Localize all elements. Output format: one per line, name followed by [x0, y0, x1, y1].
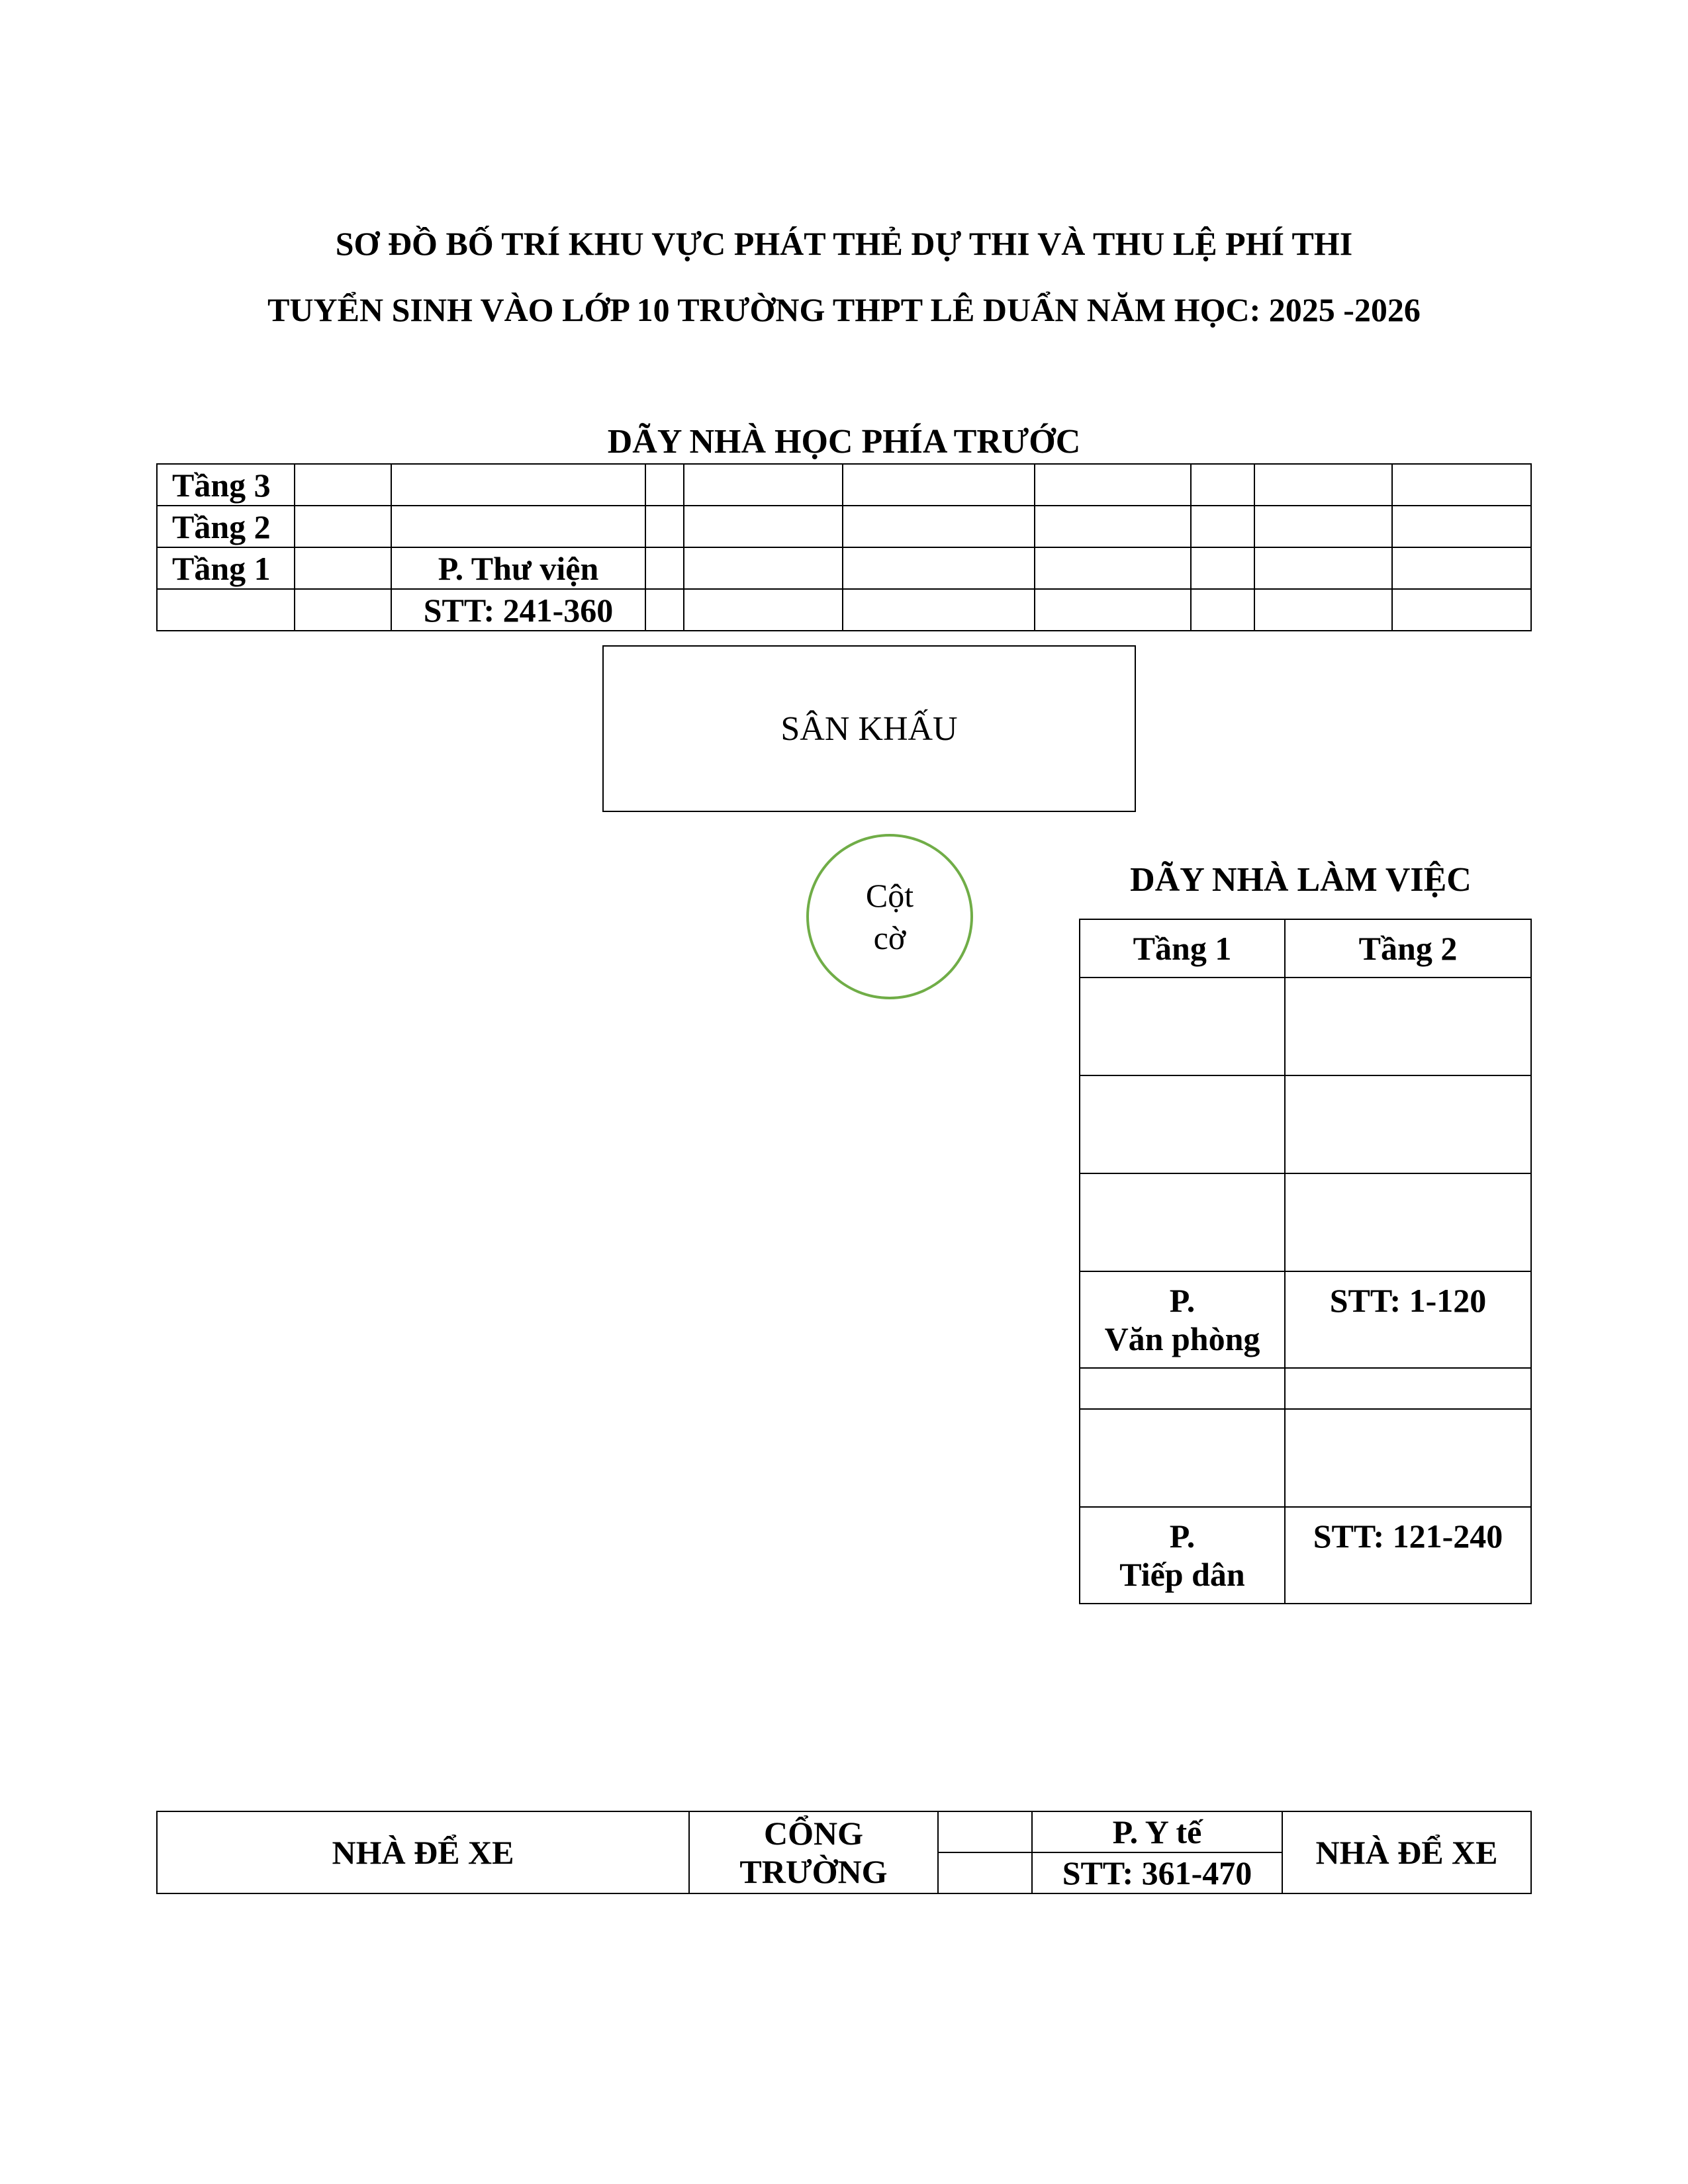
office-label-line-1: P.: [1169, 1282, 1196, 1319]
room-cell: [1392, 464, 1531, 506]
medical-range: STT: 361-470: [1032, 1852, 1282, 1893]
room-cell: [1392, 506, 1531, 547]
reception-range: STT: 121-240: [1285, 1507, 1531, 1604]
bottom-row-1: [157, 1811, 1531, 1852]
work-floor-1-header: Tầng 1: [1080, 919, 1285, 978]
floor-1-label: Tầng 1: [157, 547, 295, 589]
gate-label-line-2: TRƯỜNG: [739, 1853, 888, 1890]
room-cell: [295, 464, 391, 506]
flagpole-circle: [806, 834, 973, 999]
range-row: [157, 589, 1531, 631]
reception-row: [1080, 1507, 1531, 1604]
parking-left: NHÀ ĐỂ XE: [157, 1811, 689, 1893]
room-cell: [1392, 589, 1531, 631]
room-cell: [645, 547, 684, 589]
room-cell: [391, 506, 645, 547]
gate-label-line-1: CỔNG: [764, 1815, 863, 1852]
room-cell: [684, 506, 843, 547]
library-room: P. Thư viện: [391, 547, 645, 589]
reception-label-line-1: P.: [1169, 1518, 1196, 1555]
room-cell: [684, 464, 843, 506]
room-cell: [1035, 464, 1191, 506]
room-cell: [645, 589, 684, 631]
room-cell: [1285, 1368, 1531, 1409]
parking-right: NHÀ ĐỂ XE: [1282, 1811, 1531, 1893]
work-row: [1080, 978, 1531, 1075]
room-cell: [1254, 464, 1392, 506]
room-cell: [1191, 589, 1254, 631]
office-row: [1080, 1271, 1531, 1368]
work-building-table: [1079, 919, 1532, 1604]
flagpole-label-line-1: Cột: [865, 877, 914, 914]
work-header-row: [1080, 919, 1531, 978]
floor-2-row: [157, 506, 1531, 547]
room-cell: [1285, 1173, 1531, 1271]
floor-1-row: [157, 547, 1531, 589]
office-range: STT: 1-120: [1285, 1271, 1531, 1368]
room-cell: [1285, 1409, 1531, 1507]
room-cell: [843, 547, 1035, 589]
work-row: [1080, 1368, 1531, 1409]
room-cell: [157, 589, 295, 631]
room-cell: [1285, 978, 1531, 1075]
room-cell: [1191, 464, 1254, 506]
room-cell: [391, 464, 645, 506]
medical-room: P. Y tế: [1032, 1811, 1282, 1852]
room-cell: [938, 1852, 1032, 1893]
work-row: [1080, 1075, 1531, 1173]
reception-label-line-2: Tiếp dân: [1119, 1556, 1245, 1593]
room-cell: [1191, 506, 1254, 547]
room-cell: [1285, 1075, 1531, 1173]
front-building-table: [156, 463, 1532, 631]
floor-3-row: [157, 464, 1531, 506]
reception-room: [1080, 1507, 1285, 1604]
school-gate: [689, 1811, 938, 1893]
office-label-line-2: Văn phòng: [1104, 1320, 1260, 1357]
room-cell: [843, 589, 1035, 631]
room-cell: [1080, 978, 1285, 1075]
room-cell: [1035, 547, 1191, 589]
work-row: [1080, 1173, 1531, 1271]
room-cell: [843, 506, 1035, 547]
floor-2-label: Tầng 2: [157, 506, 295, 547]
room-cell: [1191, 547, 1254, 589]
title-line-2: TUYỂN SINH VÀO LỚP 10 TRƯỜNG THPT LÊ DUẨN NĂM HỌC: 2025 -2026: [267, 291, 1421, 328]
floor-3-label: Tầng 3: [157, 464, 295, 506]
room-cell: [1035, 589, 1191, 631]
room-cell: [1254, 506, 1392, 547]
stage: SÂN KHẤU: [602, 645, 1136, 812]
room-cell: [938, 1811, 1032, 1852]
work-building-label: DÃY NHÀ LÀM VIỆC: [1130, 861, 1472, 899]
title-line-1: SƠ ĐỒ BỐ TRÍ KHU VỰC PHÁT THẺ DỰ THI VÀ THU LỆ PHÍ THI: [335, 225, 1353, 262]
front-building-label: DÃY NHÀ HỌC PHÍA TRƯỚC: [607, 423, 1081, 461]
room-cell: [1392, 547, 1531, 589]
room-cell: [843, 464, 1035, 506]
room-cell: [684, 547, 843, 589]
bottom-buildings-table: [156, 1811, 1532, 1894]
room-cell: [684, 589, 843, 631]
room-cell: [295, 547, 391, 589]
work-floor-2-header: Tầng 2: [1285, 919, 1531, 978]
room-cell: [1254, 589, 1392, 631]
work-row: [1080, 1409, 1531, 1507]
room-cell: [1035, 506, 1191, 547]
room-cell: [1080, 1368, 1285, 1409]
room-cell: [645, 464, 684, 506]
room-cell: [1080, 1409, 1285, 1507]
library-range: STT: 241-360: [391, 589, 645, 631]
room-cell: [295, 506, 391, 547]
room-cell: [1080, 1173, 1285, 1271]
room-cell: [1254, 547, 1392, 589]
room-cell: [645, 506, 684, 547]
room-cell: [295, 589, 391, 631]
office-room: [1080, 1271, 1285, 1368]
room-cell: [1080, 1075, 1285, 1173]
flagpole-label-line-2: cờ: [873, 919, 906, 956]
